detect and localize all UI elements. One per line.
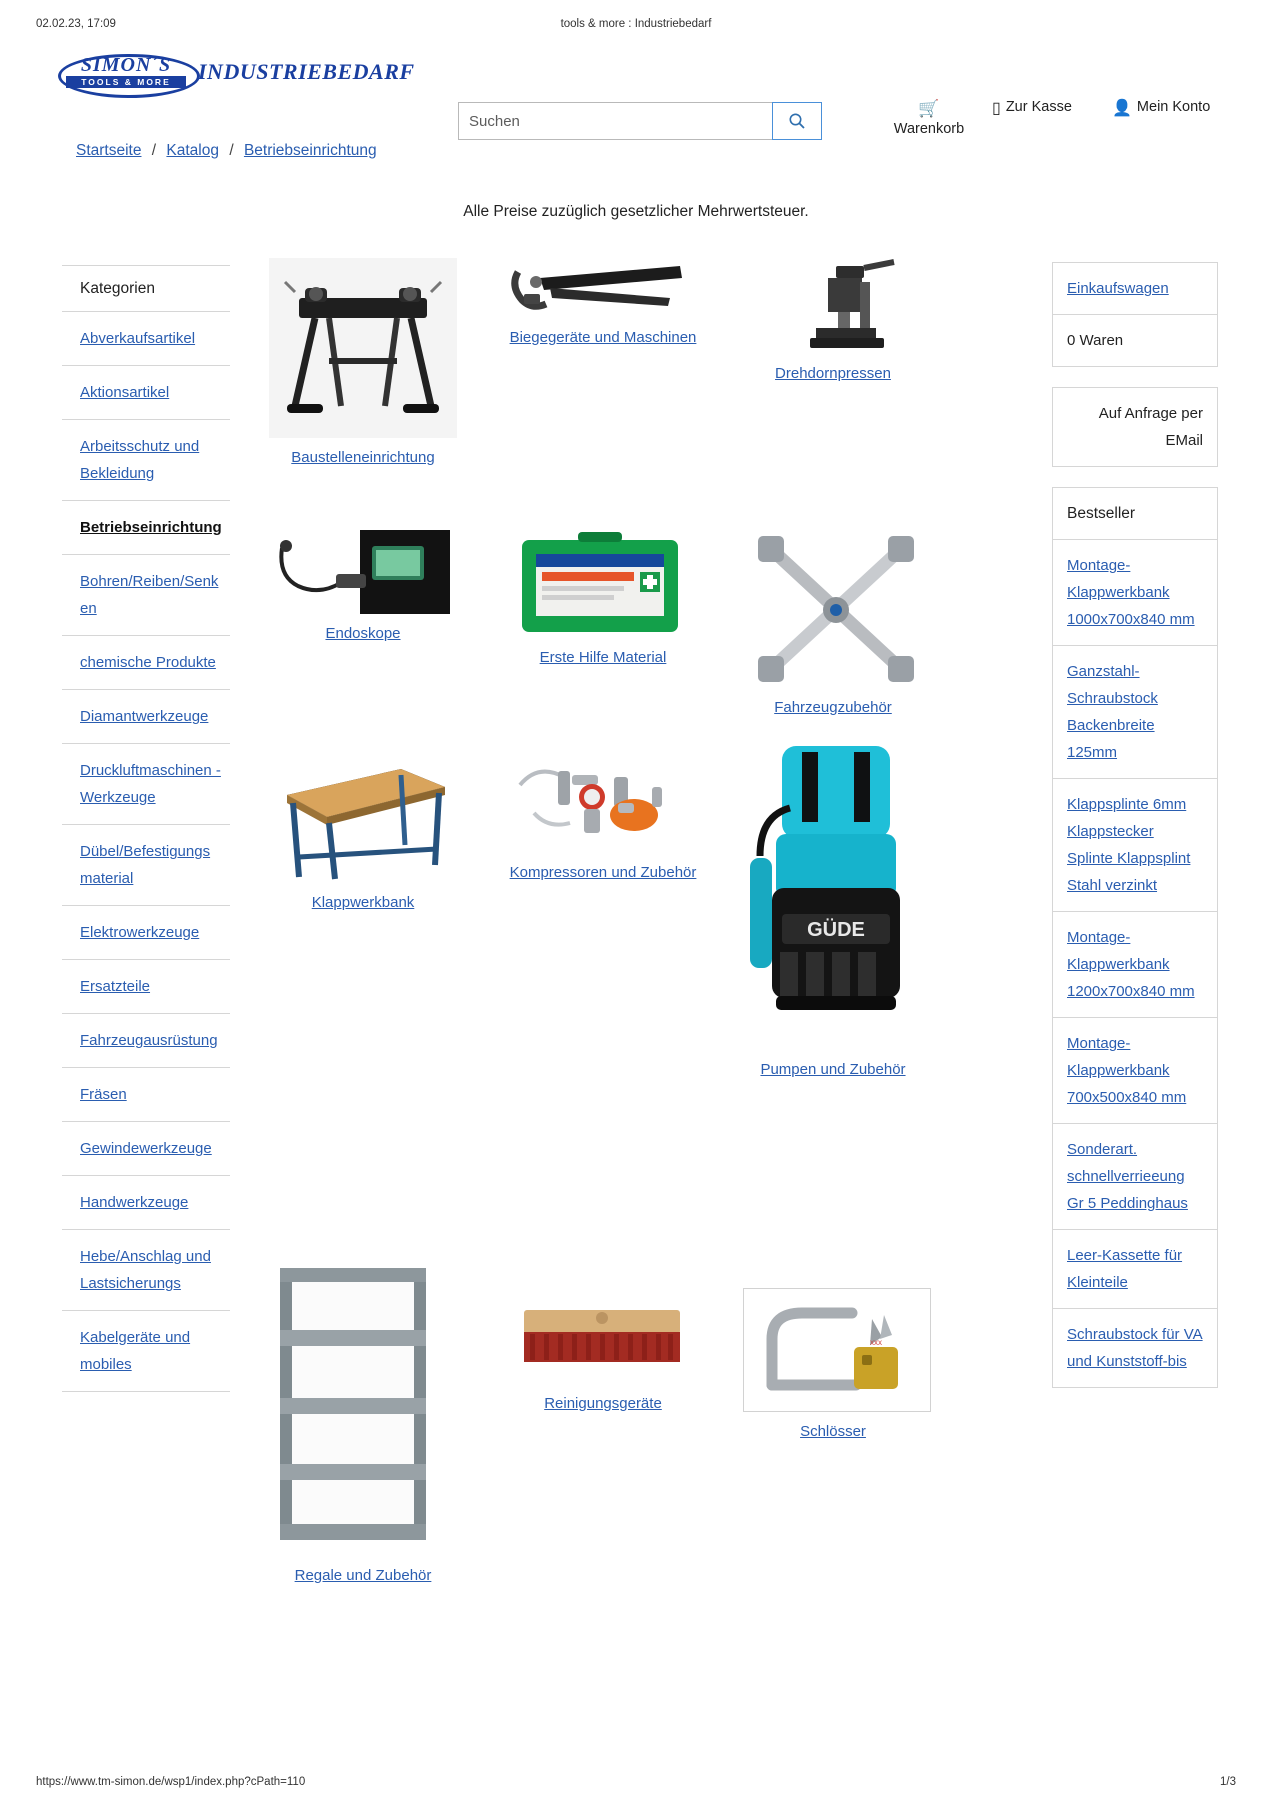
breadcrumb-item-current[interactable]: Betriebseinrichtung xyxy=(243,142,377,159)
right-column xyxy=(1052,262,1218,1408)
padlock-photo xyxy=(743,1288,931,1412)
category-label-pumpen[interactable]: Pumpen und Zubehör xyxy=(760,1061,906,1078)
bestseller-item[interactable]: Montage-Klappwerkbank 1200x700x840 mm xyxy=(1053,912,1217,1018)
workbench-stand-photo xyxy=(269,258,457,438)
logo-industriebedarf: INDUSTRIEBEDARF xyxy=(198,59,415,84)
request-box xyxy=(1052,387,1218,467)
header-action-account-label: Mein Konto xyxy=(1136,99,1211,115)
category-label-schloesser[interactable]: Schlösser xyxy=(800,1423,866,1440)
search-button[interactable] xyxy=(772,102,822,140)
bestseller-item[interactable]: Leer-Kassette für Kleinteile xyxy=(1053,1230,1217,1309)
category-label-regale[interactable]: Regale und Zubehör xyxy=(294,1567,432,1584)
sidebar-item-bohren[interactable]: Bohren/Reiben/Senken xyxy=(62,555,230,636)
endoscope-photo xyxy=(276,530,450,614)
breadcrumb-item-catalog[interactable]: Katalog xyxy=(166,142,219,159)
category-label-biegegeraete[interactable]: Biegegeräte und Maschinen xyxy=(509,329,697,346)
search-input[interactable] xyxy=(458,102,772,140)
header-actions xyxy=(860,98,1211,158)
sidebar-item-handwerkzeuge[interactable]: Handwerkzeuge xyxy=(62,1176,230,1230)
bestseller-item[interactable]: Klappsplinte 6mm Klappstecker Splinte Klappsplint Stahl verzinkt xyxy=(1053,779,1217,912)
logo-tagline: TOOLS & MORE xyxy=(66,76,186,88)
request-box-note: Auf Anfrage per EMail xyxy=(1098,405,1203,449)
breadcrumb-separator: / xyxy=(151,142,157,159)
sidebar-item-abverkaufsartikel[interactable]: Abverkaufsartikel xyxy=(62,312,230,366)
svg-text:GÜDE: GÜDE xyxy=(807,919,865,941)
category-tile-biegegeraete[interactable] xyxy=(488,258,718,350)
category-label-klappwerkbank[interactable]: Klappwerkbank xyxy=(311,894,415,911)
sidebar-item-diamantwerkzeuge[interactable]: Diamantwerkzeuge xyxy=(62,690,230,744)
category-label-erste-hilfe[interactable]: Erste Hilfe Material xyxy=(539,649,667,666)
header-action-checkout-label: Zur Kasse xyxy=(1005,99,1072,115)
breadcrumb xyxy=(76,142,377,160)
sidebar-item-aktionsartikel[interactable]: Aktionsartikel xyxy=(62,366,230,420)
category-tile-pumpen[interactable] xyxy=(718,738,948,1082)
shelving-rack-photo xyxy=(266,1258,440,1556)
sidebar-item-fraesen[interactable]: Fräsen xyxy=(62,1068,230,1122)
bestseller-box xyxy=(1052,487,1218,1388)
sidebar-item-fahrzeugausruestung[interactable]: Fahrzeugausrüstung xyxy=(62,1014,230,1068)
category-label-baustelleneinrichtung[interactable]: Baustelleneinrichtung xyxy=(291,449,435,466)
header-action-cart[interactable] xyxy=(874,98,984,139)
category-tile-klappwerkbank[interactable] xyxy=(258,753,468,915)
category-label-drehdornpressen[interactable]: Drehdornpressen xyxy=(775,365,891,382)
push-broom-photo xyxy=(510,1298,694,1384)
breadcrumb-separator: / xyxy=(229,142,234,159)
category-tile-endoskope[interactable] xyxy=(258,530,468,646)
sidebar-item-betriebseinrichtung[interactable]: Betriebseinrichtung xyxy=(62,501,230,555)
category-tile-drehdornpressen[interactable] xyxy=(718,258,948,386)
bestseller-title: Bestseller xyxy=(1053,488,1217,540)
bestseller-item[interactable]: Sonderart. schnellverrieeung Gr 5 Peddinghaus xyxy=(1053,1124,1217,1230)
search-bar[interactable] xyxy=(458,102,822,140)
category-tile-erste-hilfe[interactable] xyxy=(488,530,718,670)
sidebar-item-ersatzteile[interactable]: Ersatzteile xyxy=(62,960,230,1014)
tax-note: Alle Preise zuzüglich gesetzlicher Mehrwertsteuer. xyxy=(463,203,809,220)
sidebar-item-chemische-produkte[interactable]: chemische Produkte xyxy=(62,636,230,690)
sidebar-item-gewindewerkzeuge[interactable]: Gewindewerkzeuge xyxy=(62,1122,230,1176)
card-icon: ▯ xyxy=(992,100,1001,117)
search-icon xyxy=(788,112,806,130)
header-action-checkout[interactable] xyxy=(992,98,1102,118)
category-tile-baustelleneinrichtung[interactable] xyxy=(258,258,468,470)
category-tile-kompressoren[interactable] xyxy=(488,753,718,885)
bestseller-item[interactable]: Montage-Klappwerkbank 700x500x840 mm xyxy=(1053,1018,1217,1124)
compressor-accessories-photo xyxy=(510,753,694,853)
category-tile-regale[interactable] xyxy=(258,1258,468,1588)
site-logo[interactable] xyxy=(58,50,415,98)
sidebar-categories xyxy=(62,265,230,1392)
print-page-number: 1/3 xyxy=(1220,1776,1236,1788)
bestseller-item[interactable]: Montage-Klappwerkbank 1000x700x840 mm xyxy=(1053,540,1217,646)
category-tile-reinigungsgeraete[interactable] xyxy=(488,1298,718,1416)
first-aid-kit-photo xyxy=(516,530,684,638)
category-tile-schloesser[interactable] xyxy=(718,1288,948,1444)
svg-text:xxx: xxx xyxy=(870,1338,882,1347)
submersible-pump-photo xyxy=(746,738,926,1050)
wheel-wrench-photo xyxy=(746,530,926,688)
site-header xyxy=(0,46,1272,137)
print-date: 02.02.23, 17:09 xyxy=(36,18,116,30)
category-label-reinigungsgeraete[interactable]: Reinigungsgeräte xyxy=(544,1395,662,1412)
bestseller-item[interactable]: Schraubstock für VA und Kunststoff-bis xyxy=(1067,1326,1203,1370)
sidebar-item-hebe-anschlag[interactable]: Hebe/Anschlag und Lastsicherungs xyxy=(62,1230,230,1311)
category-tile-fahrzeugzubehoer[interactable] xyxy=(718,530,948,720)
cart-box-title[interactable]: Einkaufswagen xyxy=(1053,263,1217,315)
header-action-cart-label: Warenkorb xyxy=(893,121,965,137)
header-action-account[interactable] xyxy=(1112,98,1222,118)
sidebar-item-arbeitsschutz[interactable]: Arbeitsschutz und Bekleidung xyxy=(62,420,230,501)
category-label-fahrzeugzubehoer[interactable]: Fahrzeugzubehör xyxy=(774,699,892,716)
arbor-press-photo xyxy=(776,258,926,354)
cart-box xyxy=(1052,262,1218,367)
print-url: https://www.tm-simon.de/wsp1/index.php?cPath=110 xyxy=(36,1776,306,1788)
document-title: tools & more : Industriebedarf xyxy=(560,18,712,30)
cart-icon: 🛒 xyxy=(918,99,940,118)
sidebar-item-kabelgeraete[interactable]: Kabelgeräte und mobiles xyxy=(62,1311,230,1392)
bending-tool-photo xyxy=(510,258,696,318)
sidebar-item-elektrowerkzeuge[interactable]: Elektrowerkzeuge xyxy=(62,906,230,960)
breadcrumb-item-home[interactable]: Startseite xyxy=(76,142,142,159)
category-label-kompressoren[interactable]: Kompressoren und Zubehör xyxy=(509,864,697,881)
folding-workbench-photo xyxy=(269,753,457,883)
category-label-endoskope[interactable]: Endoskope xyxy=(325,625,401,642)
cart-box-count: 0 Waren xyxy=(1067,332,1124,349)
sidebar-item-duebel[interactable]: Dübel/Befestigungsmaterial xyxy=(62,825,230,906)
bestseller-item[interactable]: Ganzstahl-Schraubstock Backenbreite 125mm xyxy=(1053,646,1217,779)
sidebar-title: Kategorien xyxy=(62,266,230,312)
user-icon: 👤 xyxy=(1112,100,1132,117)
logo-brand-name: SIMON´S xyxy=(80,54,172,76)
sidebar-item-druckluftmaschinen[interactable]: Druckluftmaschinen - Werkzeuge xyxy=(62,744,230,825)
print-header xyxy=(0,18,1272,34)
